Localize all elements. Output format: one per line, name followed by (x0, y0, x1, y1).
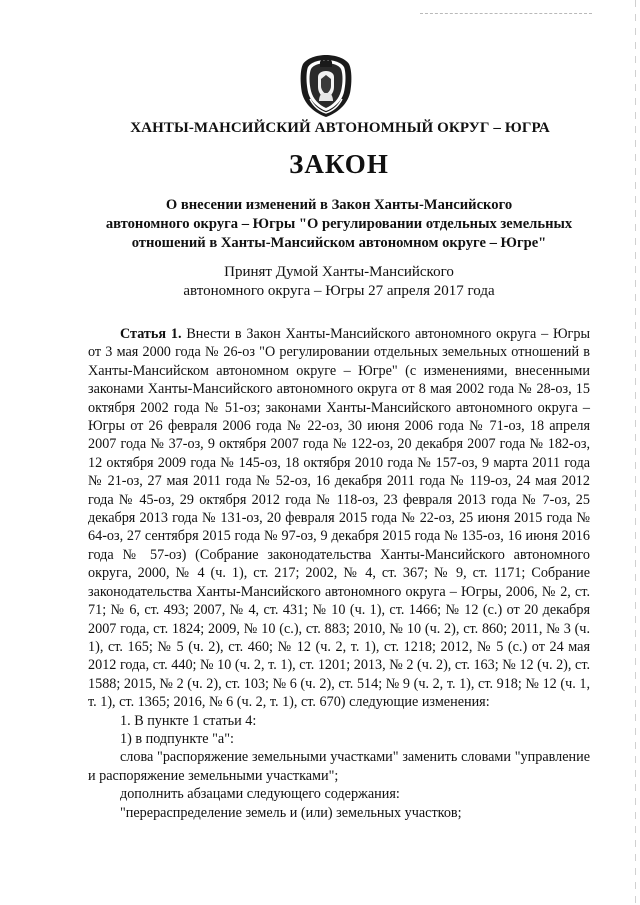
list-item: 1) в подпункте "а": (120, 730, 234, 747)
list-item: "перераспределение земель и (или) земельных участков; (120, 804, 462, 821)
law-title-line: О внесении изменений в Закон Ханты-Мансийского (165, 197, 513, 213)
law-title-line: автономного округа – Югры "О регулировании отдельных земельных (105, 216, 573, 232)
coat-of-arms-emblem-icon (298, 53, 354, 119)
okrug-heading: ХАНТЫ-МАНСИЙСКИЙ АВТОНОМНЫЙ ОКРУГ – ЮГРА (130, 120, 550, 136)
document-type-heading: ЗАКОН (289, 149, 389, 179)
law-title-line: отношений в Ханты-Мансийском автономном округе – Югре" (131, 235, 547, 251)
list-item: дополнить абзацами следующего содержания: (120, 786, 400, 803)
scan-artifact-edge (635, 0, 636, 905)
list-item: слова "распоряжение земельными участками" заменить словами "управление и распоряжение земельными участками"; (88, 749, 590, 784)
article-intro-text: Внести в Закон Ханты-Мансийского автономного округа – Югры от 3 мая 2000 года № 26-оз "О регулировании отдельных земельных отношений в Ханты-Мансийском автономном округе – Югре" (с изменениями, внесенными законами Ханты-Мансийского автономного округа от 8 мая 2002 года № 28-оз, 15 октября 2002 года № 51-оз; законами Ханты-Мансийского автономного округа – Югры от 26 февраля 2006 года № 22-оз, 30 июня 2006 года № 71-оз, 18 апреля 2007 года № 37-оз, 9 октября 2007 года № 122-оз, 20 декабря 2007 года № 182-оз, 12 октября 2009 года № 145-оз, 18 октября 2010 года № 157-оз, 9 марта 2011 года № 21-оз, 27 мая 2011 года № 52-оз, 16 декабря 2011 года № 119-оз, 24 мая 2012 года № 45-оз, 29 октября 2012 года № 118-оз, 23 февраля 2013 года № 7-оз, 25 декабря 2013 года № 131-оз, 20 февраля 2015 года № 22-оз, 25 июня 2015 года № 64-оз, 27 сентября 2015 года № 97-оз, 9 декабря 2015 года № 135-оз, 16 июня 2016 года № 57-оз) (Собрание законодательства Ханты-Мансийского автономного округа, 2000, № 4 (ч. 1), ст. 217; 2002, № 4, ст. 367; № 9, ст. 1171; Собрание законодательства Ханты-Мансийского автономного округа – Югры, 2006, № 2, ст. 71; № 6, ст. 493; 2007, № 4, ст. 431; № 10 (ч. 1), ст. 1466; № 12 (с.) от 20 декабря 2007 года, ст. 1824; 2009, № 10 (с.), ст. 883; 2010, № 10 (ч. 2), ст. 860; 2011, № 3 (ч. 1), ст. 165; № 5 (ч. 2), ст. 460; № 12 (ч. 2, т. 1), ст. 1218; 2012, № 5 (с.) от 24 мая 2012 года, ст. 440; № 10 (ч. 2, т. 1), ст. 1201; 2013, № 2 (ч. 2), ст. 163; № 12 (ч. 2), ст. 1588; 2015, № 2 (ч. 2), ст. 103; № 6 (ч. 2), ст. 514; № 9 (ч. 2, т. 1), ст. 918; № 12 (ч. 1, т. 1), ст. 1365; 2016, № 6 (ч. 2, т. 1), ст. 670) следующие изменения: (88, 326, 591, 711)
scan-artifact-top (420, 13, 592, 14)
adoption-note-line: автономного округа – Югры 27 апреля 2017 года (183, 283, 495, 299)
article-label: Статья 1. (120, 326, 182, 342)
adoption-note (88, 263, 590, 301)
adoption-note-line: Принят Думой Ханты-Мансийского (224, 264, 454, 280)
law-title (88, 196, 590, 253)
list-item: 1. В пункте 1 статьи 4: (120, 712, 257, 729)
article-1-intro-paragraph (88, 325, 590, 712)
article-1-body (88, 325, 590, 822)
